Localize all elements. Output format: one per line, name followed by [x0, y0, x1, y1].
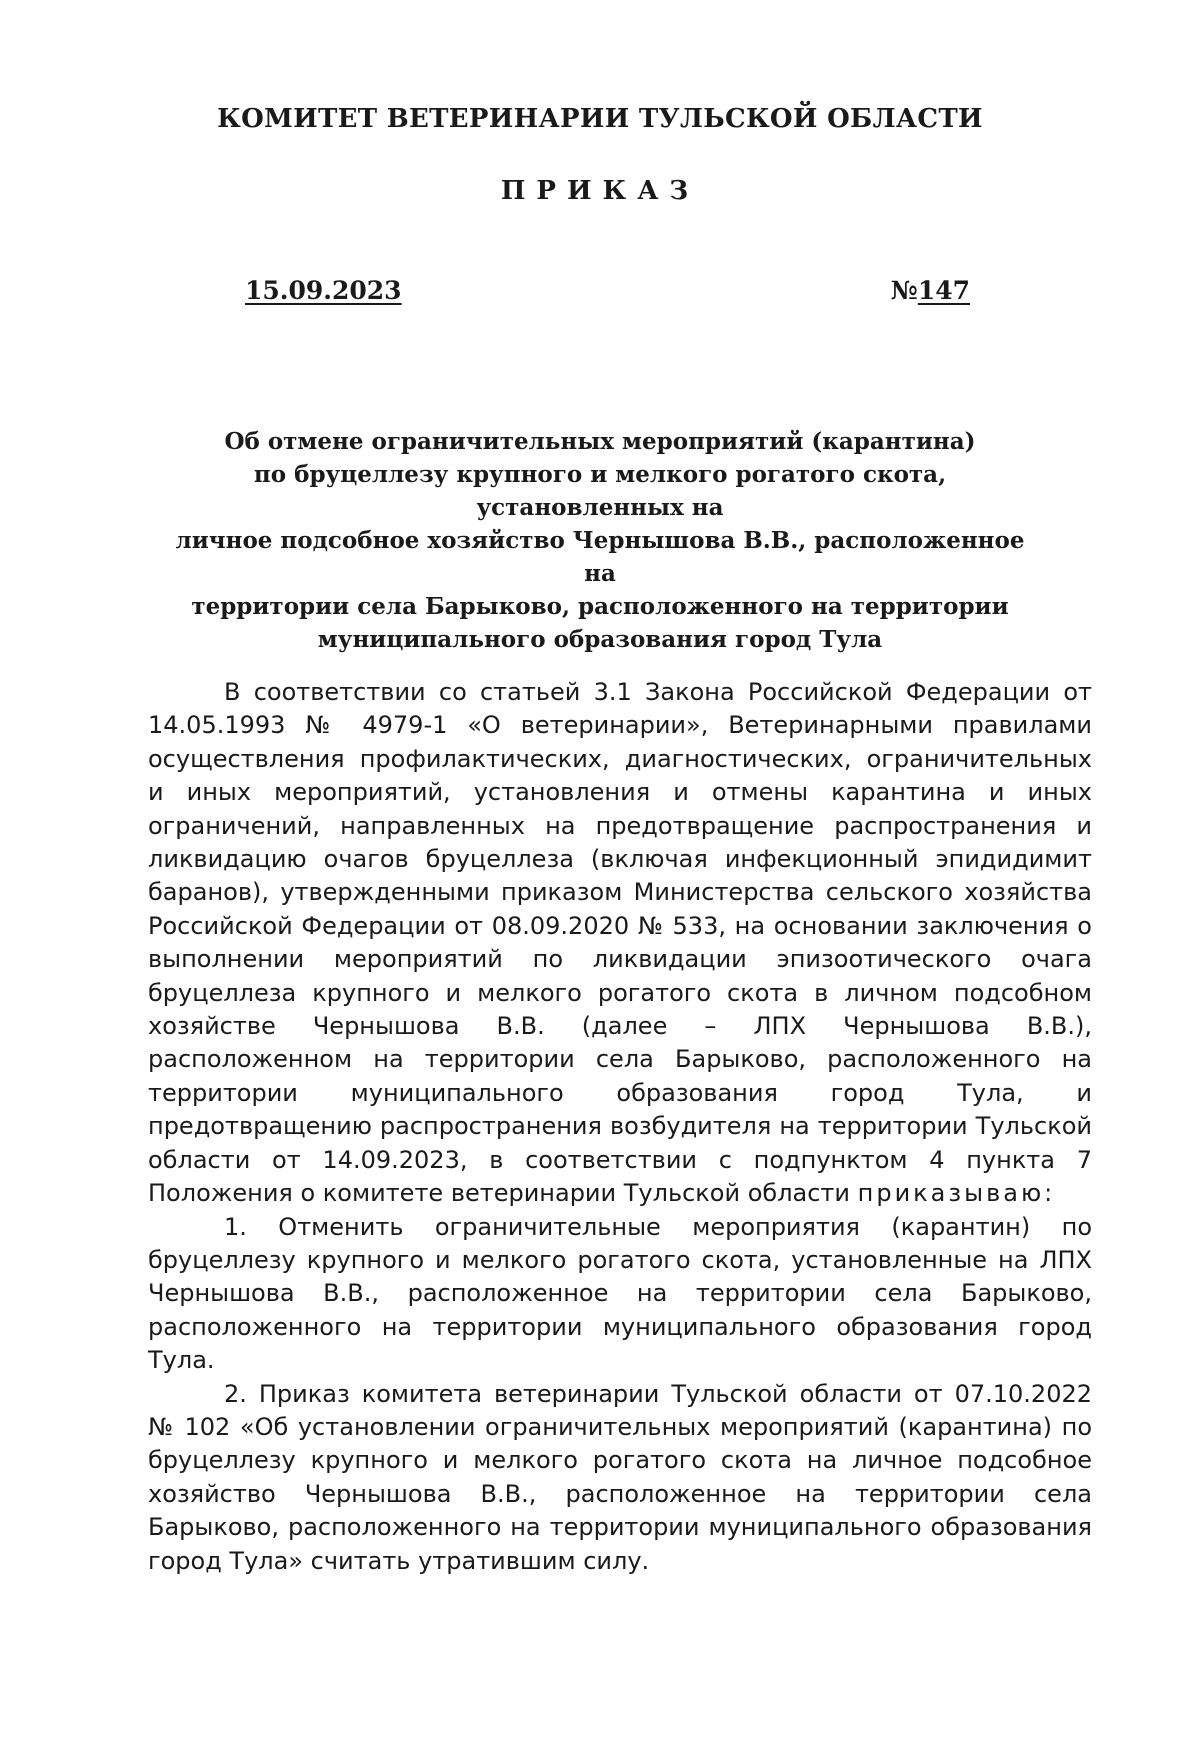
order-body	[148, 676, 1092, 1578]
order-title-line: территории села Барыково, расположенного на территории	[191, 593, 1009, 620]
order-date: 15.09.2023	[245, 276, 402, 305]
order-title-line: Об отмене ограничительных мероприятий (карантина)	[224, 428, 976, 455]
order-title-line: личное подсобное хозяйство Чернышова В.В., расположенное на	[175, 527, 1025, 587]
order-title	[160, 425, 1040, 656]
order-title-line: муниципального образования город Тула	[317, 626, 883, 653]
order-number	[891, 276, 970, 305]
order-item-2: 2. Приказ комитета ветеринарии Тульской области от 07.10.2022 № 102 «Об установлении ограничительных мероприятий (карантина) по бруцеллезу крупного и мелкого рогатого скота на личное подсобное хозяйство Чернышова В.В., расположенное на территории села Барыково, расположенного на территории муниципального образования город Тула» считать утратившим силу.	[148, 1379, 1092, 1575]
document-type: ПРИКАЗ	[500, 176, 700, 206]
preamble-text: В соответствии со статьей 3.1 Закона Российской Федерации от 14.05.1993 № 4979-1 «О ветеринарии», Ветеринарными правилами осуществления профилактических, диагностических, ограничительных и иных мероприятий, установления и отмены карантина и иных ограничений, направленных на предотвращение распространения и ликвидацию очагов бруцеллеза (включая инфекционный эпидидимит баранов), утвержденными приказом Министерства сельского хозяйства Российской Федерации от 08.09.2020 № 533, на основании заключения о выполнении мероприятий по ликвидации эпизоотического очага бруцеллеза крупного и мелкого рогатого скота в личном подсобном хозяйстве Чернышова В.В. (далее – ЛПХ Чернышова В.В.), расположенном на территории села Барыково, расположенного на территории муниципального образования город Тула, и предотвращению распространения возбудителя на территории Тульской области от 14.09.2023, в соответствии с подпунктом 4 пункта 7 Положения о комитете ветеринарии Тульской области	[148, 678, 1092, 1208]
order-item-1: 1. Отменить ограничительные мероприятия (карантин) по бруцеллезу крупного и мелкого рогатого скота, установленные на ЛПХ Чернышова В.В., расположенное на территории села Барыково, расположенного на территории муниципального образования город Тула.	[148, 1212, 1092, 1375]
order-number-value: 147	[917, 276, 970, 305]
order-number-prefix: №	[890, 276, 918, 305]
order-title-line: по бруцеллезу крупного и мелкого рогатого скота, установленных на	[253, 461, 947, 521]
organization-name: КОМИТЕТ ВЕТЕРИНАРИИ ТУЛЬСКОЙ ОБЛАСТИ	[217, 104, 983, 134]
order-word: приказываю:	[857, 1179, 1056, 1208]
preamble-paragraph	[148, 676, 1092, 1211]
